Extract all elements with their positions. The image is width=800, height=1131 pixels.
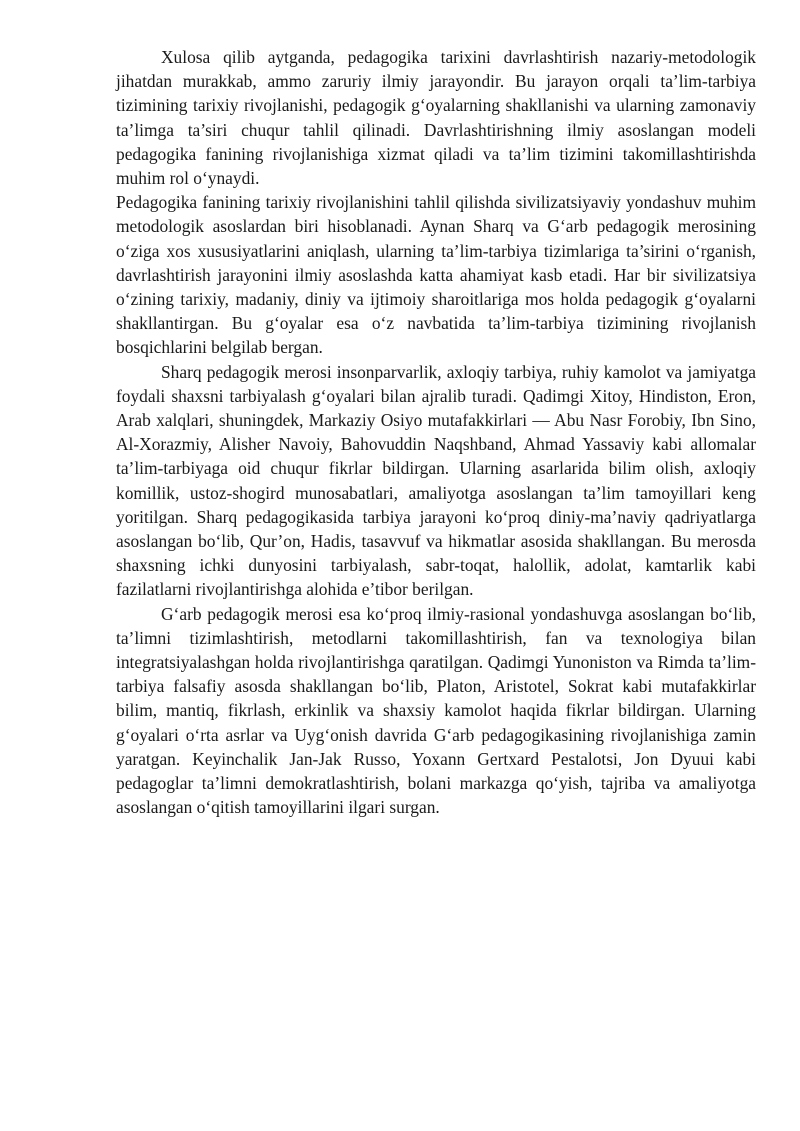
paragraph-western-heritage: G‘arb pedagogik merosi esa ko‘proq ilmiy-rasional yondashuvga asoslangan bo‘lib, ta’limni tizimlashtirish, metodlarni takomillashtirish, fan va texnologiya bilan integratsiyalashgan holda rivojlantirishga qaratilgan. Qadimgi Yunoniston va Rimda ta’lim-tarbiya falsafiy asosda shakllangan bo‘lib, Platon, Aristotel, Sokrat kabi mutafakkirlar bilim, mantiq, fikrlash, erkinlik va shaxsiy kamolot haqida fikrlar bildirgan. Ularning g‘oyalari o‘rta asrlar va Uyg‘onish davrida G‘arb pedagogikasining rivojlanishiga zamin yaratgan. Keyinchalik Jan-Jak Russo, Yoxann Gertxard Pestalotsi, Jon Dyuui kabi pedagoglar ta’limni demokratlashtirish, bolani markazga qo‘yish, tajriba va amaliyotga asoslangan o‘qitish tamoyillarini ilgari surgan. — [116, 603, 756, 818]
document-page — [116, 45, 756, 820]
paragraph-conclusion: Xulosa qilib aytganda, pedagogika tarixini davrlashtirish nazariy-metodologik jihatdan murakkab, ammo zaruriy ilmiy jarayondir. Bu jarayon orqali ta’lim-tarbiya tizimining tarixiy rivojlanishi, pedagogik g‘oyalarning shakllanishi va ularning zamonaviy ta’limga ta’siri chuqur tahlil qilinadi. Davrlashtirishning ilmiy asoslangan modeli pedagogika fanining rivojlanishiga xizmat qiladi va ta’lim tizimini takomillashtirishda muhim rol o‘ynaydi. — [116, 47, 756, 189]
paragraph-eastern-heritage: Sharq pedagogik merosi insonparvarlik, axloqiy tarbiya, ruhiy kamolot va jamiyatga foydali shaxsni tarbiyalash g‘oyalari bilan ajralib turadi. Qadimgi Xitoy, Hindiston, Eron, Arab xalqlari, shuningdek, Markaziy Osiyo mutafakkirlari — Abu Nasr Forobiy, Ibn Sino, Al-Xorazmiy, Alisher Navoiy, Bahovuddin Naqshband, Ahmad Yassaviy kabi allomalar ta’lim-tarbiyaga oid chuqur fikrlar bildirgan. Ularning asarlarida bilim olish, axloqiy komillik, ustoz-shogird munosabatlari, amaliyotga asoslangan ta’lim tamoyillari keng yoritilgan. Sharq pedagogikasida tarbiya jarayoni ko‘proq diniy-ma’naviy qadriyatlarga asoslangan bo‘lib, Qur’on, Hadis, tasavvuf va hikmatlar asosida shakllangan. Bu merosda shaxsning ichki dunyosini tarbiyalash, sabr-toqat, halollik, adolat, kamtarlik kabi fazilatlarni rivojlantirishga alohida e’tibor berilgan. — [116, 361, 756, 600]
paragraph-civilizational-approach: Pedagogika fanining tarixiy rivojlanishini tahlil qilishda sivilizatsiyaviy yondashuv muhim metodologik asoslardan biri hisoblanadi. Aynan Sharq va G‘arb pedagogik merosining o‘ziga xos xususiyatlarini aniqlash, ularning ta’lim-tarbiya tizimlariga ta’sirini o‘rganish, davrlashtirish jarayonini ilmiy asoslashda katta ahamiyat kasb etadi. Har bir sivilizatsiya o‘zining tarixiy, madaniy, diniy va ijtimoiy sharoitlariga mos holda pedagogik g‘oyalarni shakllantirgan. Bu g‘oyalar esa o‘z navbatida ta’lim-tarbiya tizimining rivojlanish bosqichlarini belgilab bergan. — [116, 192, 756, 358]
